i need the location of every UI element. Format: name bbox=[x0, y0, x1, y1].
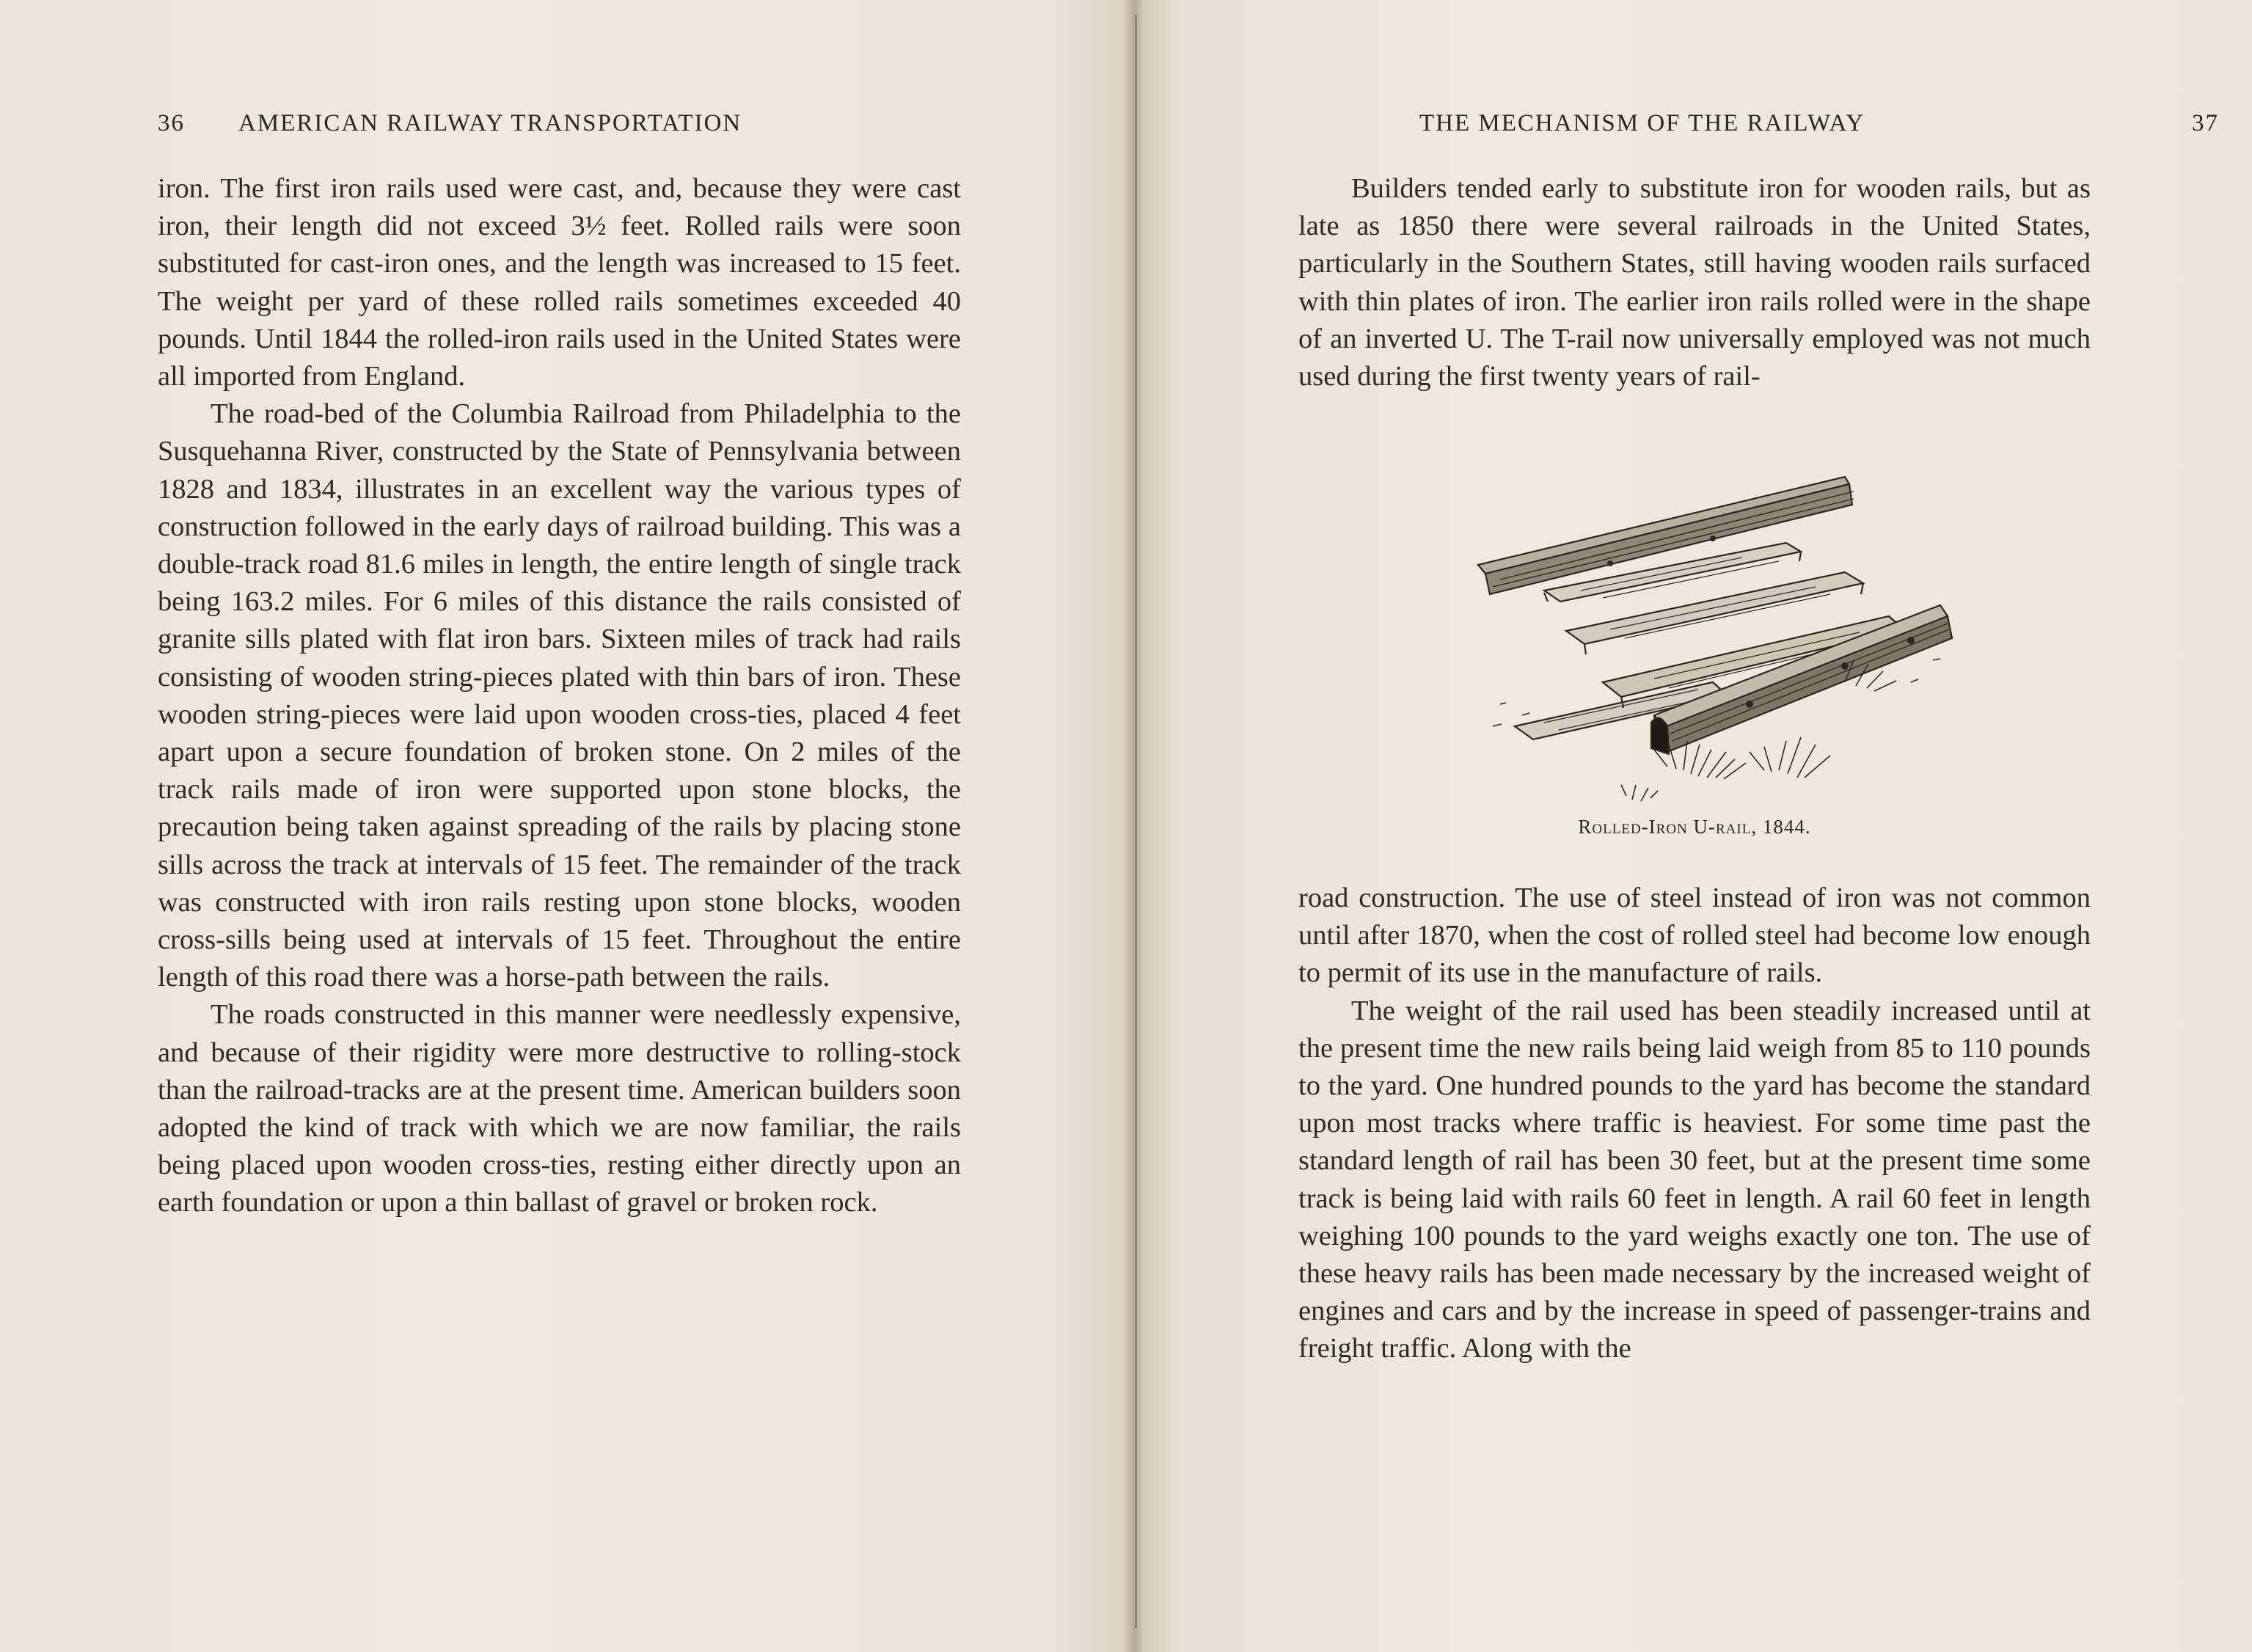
rolled-iron-u-rail-illustration bbox=[1434, 462, 1962, 807]
left-running-title: AMERICAN RAILWAY TRANSPORTATION bbox=[238, 109, 742, 136]
left-running-head bbox=[158, 101, 961, 145]
gutter-fold-line bbox=[1135, 15, 1137, 1629]
right-running-head bbox=[1419, 101, 2219, 145]
right-page bbox=[1133, 0, 2252, 1652]
right-paragraph-3: The weight of the rail used has been steadily increased until at the present time the new rails being laid weigh from 85 to 110 pounds to the yard. One hundred pounds to the yard has become the standard upon most tracks where traffic is heaviest. For some time past the standard length of rail has been 30 feet, but at the present time some track is being laid with rails 60 feet in length. A rail 60 feet in length weighing 100 pounds to the yard weighs exactly one ton. The use of these heavy rails has been made necessary by the increased weight of engines and cars and by the increase in speed of passenger-trains and freight traffic. Along with the bbox=[1298, 995, 2091, 1364]
left-body-text bbox=[158, 170, 961, 1222]
left-page-number: 36 bbox=[158, 109, 185, 136]
right-page-number: 37 bbox=[2192, 109, 2219, 136]
right-body-text-bottom bbox=[1298, 880, 2091, 1368]
left-paragraph-3: The roads constructed in this manner were needlessly expensive, and because of their rigidity were more destructive to rolling-stock than the railroad-tracks are at the present time. American builders soon adopted the kind of track with which we are now familiar, the rails being placed upon wooden cross-ties, resting either directly upon an earth foundation or upon a thin ballast of gravel or broken rock. bbox=[158, 999, 961, 1218]
left-paragraph-2: The road-bed of the Columbia Railroad from Philadelphia to the Susquehanna River, constructed by the State of Pennsylvania between 1828 and 1834, illustrates in an excellent way the various types of construction followed in the early days of railroad building. This was a double-track road 81.6 miles in length, the entire length of single track being 163.2 miles. For 6 miles of this distance the rails consisted of granite sills plated with flat iron bars. Sixteen miles of track had rails consisting of wooden string-pieces plated with thin bars of iron. These wooden string-pieces were laid upon wooden cross-ties, placed 4 feet apart upon a secure foundation of broken stone. On 2 miles of the track rails made of iron were supported upon stone blocks, the precaution being taken against spreading of the rails by placing stone sills across the track at intervals of 15 feet. The remainder of the track was constructed with iron rails resting upon stone blocks, wooden cross-sills being used at intervals of 15 feet. Throughout the entire length of this road there was a horse-path between the rails. bbox=[158, 398, 961, 993]
right-running-title: THE MECHANISM OF THE RAILWAY bbox=[1419, 109, 1865, 136]
right-body-text-top bbox=[1298, 170, 2091, 395]
left-paragraph-1: iron. The first iron rails used were cast, and, because they were cast iron, their length did not exceed 3½ feet. Rolled rails were soon substituted for cast-iron ones, and the length was increased to 15 feet. The weight per yard of these rolled rails sometimes exceeded 40 pounds. Until 1844 the rolled-iron rails used in the United States were all imported from England. bbox=[158, 173, 961, 392]
right-paragraph-2: road construction. The use of steel instead of iron was not common until after 1870, when the cost of rolled steel had become low enough to permit of its use in the manufacture of rails. bbox=[1298, 882, 2091, 989]
figure-caption: Rolled-Iron U-rail, 1844. bbox=[1578, 816, 1811, 838]
book-gutter bbox=[1122, 0, 1144, 1652]
right-paragraph-1: Builders tended early to substitute iron for wooden rails, but as late as 1850 there were several railroads in the United States, particularly in the Southern States, still having wooden rails surfaced with thin plates of iron. The earlier iron rails rolled were in the shape of an inverted U. The T-rail now universally employed was not much used during the first twenty years of rail- bbox=[1298, 173, 2091, 392]
